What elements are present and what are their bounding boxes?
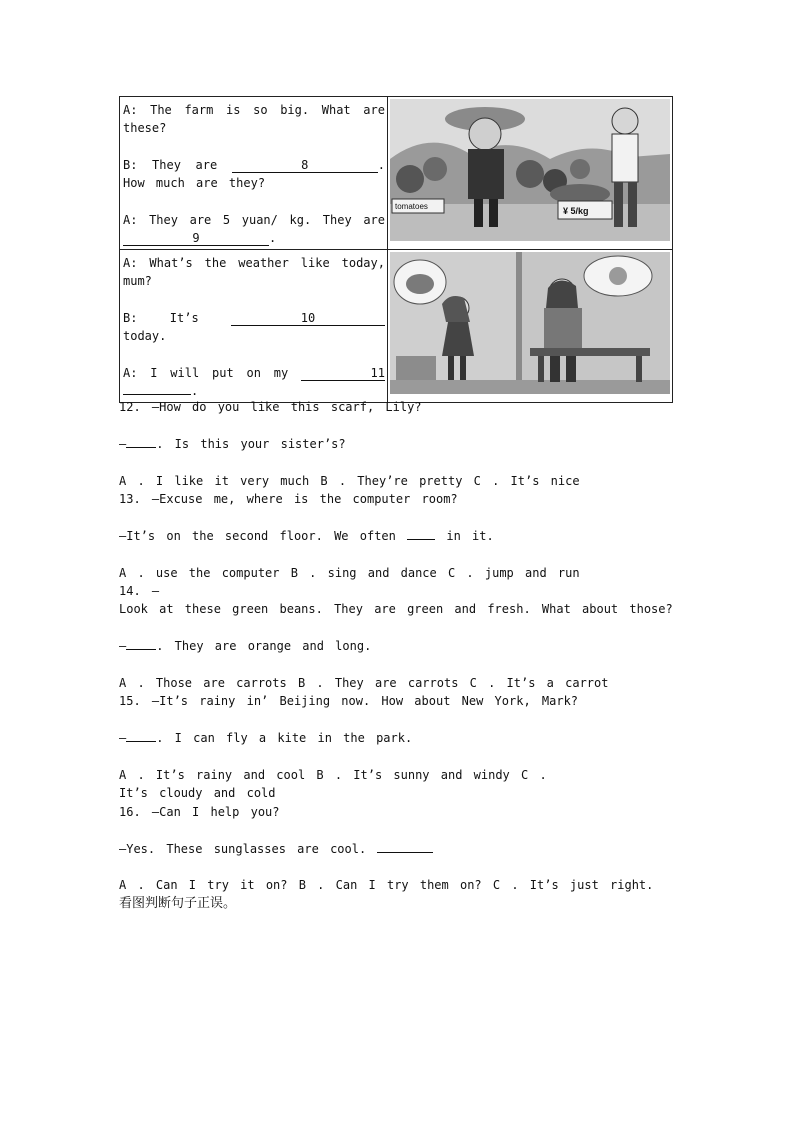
question-12-reply: — . Is this your sister’s? [119, 436, 346, 451]
answer-blank-8[interactable]: 8 [232, 158, 378, 173]
question-14-options: A . Those are carrots B . They are carrots C . It’s a carrot [119, 676, 609, 690]
question-13-stem: 13. —Excuse me, where is the computer room? [119, 492, 458, 506]
dialogue-table [119, 96, 673, 403]
question-12-stem: 12. —How do you like this scarf, Lily? [119, 400, 422, 414]
question-14-reply: — . They are orange and long. [119, 639, 372, 654]
question-16-stem: 16. —Can I help you? [119, 804, 280, 819]
farm-illustration [390, 99, 670, 241]
question-14-blank[interactable] [126, 638, 156, 650]
question-13-options: A . use the computer B . sing and dance C . jump and run [119, 565, 580, 580]
question-15-stem: 15. —It’s rainy in’ Beijing now. How about New York, Mark? [119, 694, 579, 709]
answer-blank-10[interactable]: 10 [231, 311, 385, 326]
answer-blank-9[interactable]: 9 [123, 231, 269, 246]
question-15-options: A . It’s rainy and cool B . It’s sunny and windy C . [119, 768, 547, 782]
question-15-options-cont: It’s cloudy and cold [119, 786, 276, 801]
answer-blank-11[interactable]: 11 [301, 366, 385, 381]
price-sign: ¥ 5/kg [563, 206, 589, 216]
weather-scene [390, 252, 670, 394]
section-heading: 看图判断句子正误。 [119, 895, 237, 911]
dialogue-row-weather [120, 250, 673, 403]
weather-dialogue: A: What’s the weather like today, mum? B: It’s 10 today. A: I will put on my 11 . [123, 256, 385, 398]
question-16-reply: —Yes. These sunglasses are cool. [119, 840, 675, 858]
farm-scene [390, 99, 670, 241]
question-12-blank[interactable] [126, 436, 156, 448]
question-16-options: A . Can I try it on? B . Can I try them on? C . It’s just right. [119, 878, 654, 893]
question-16-blank[interactable] [377, 841, 433, 853]
tomatoes-sign: tomatoes [395, 202, 428, 211]
question-14-stem: 14. — [119, 584, 160, 598]
question-14-stem-cont: Look at these green beans. They are green and fresh. What about those? [119, 602, 673, 617]
question-15-blank[interactable] [126, 730, 156, 742]
question-15-reply: — . I can fly a kite in the park. [119, 731, 413, 746]
question-12-options: A . I like it very much B . They’re pretty C . It’s nice [119, 473, 580, 488]
question-13-blank[interactable] [407, 528, 435, 540]
farm-dialogue: A: The farm is so big. What are these? B: They are 8 . How much are they? A: They are 5 yuan/ kg. They are 9 . [123, 103, 385, 245]
questions-section [119, 398, 675, 913]
farm-question-a1: The farm is so big. What are these? [123, 103, 385, 135]
question-13-reply: —It’s on the second floor. We often in it. [119, 528, 494, 543]
dialogue-row-farm [120, 97, 673, 250]
weather-illustration [390, 252, 670, 394]
